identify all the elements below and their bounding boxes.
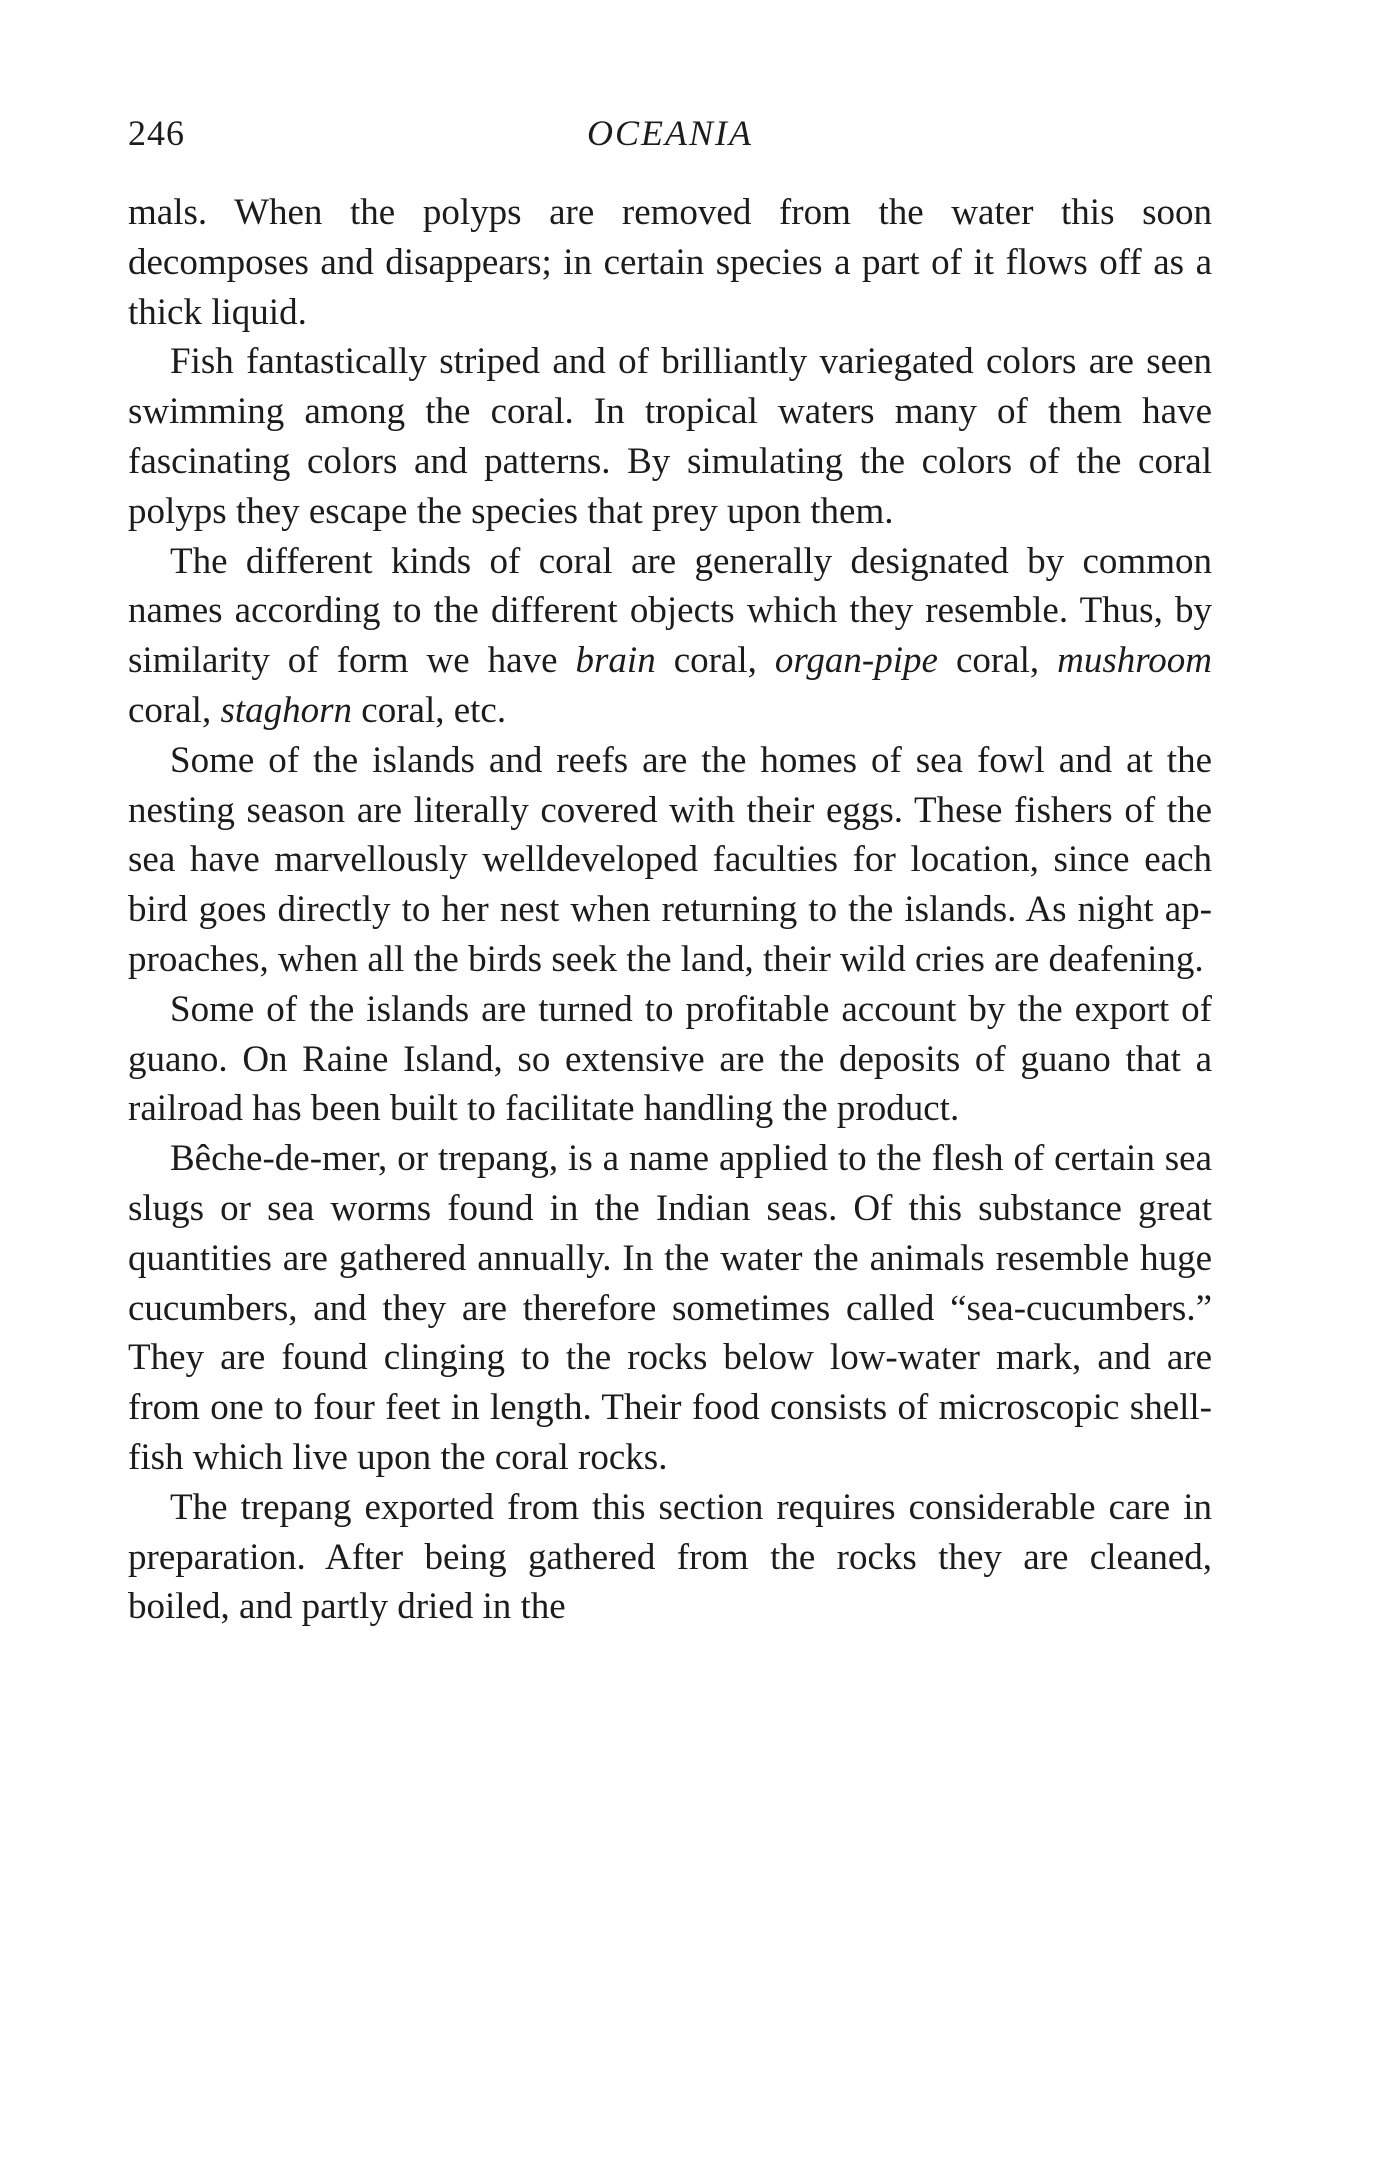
italic-term: brain [575, 640, 656, 682]
text-run: Some of the islands and reefs are the homes of sea fowl and at the nesting season are literally covered with their eggs. These fishers of the sea have marvellously welldeveloped faculties for location, since each bird goes directly to her nest when returning to the islands. As night approaches, when all the birds seek the land, their wild cries are deafening. [128, 739, 1212, 980]
text-run: coral, [128, 689, 221, 731]
paragraph [128, 537, 1212, 736]
paragraph [128, 1483, 1212, 1632]
text-run: The trepang exported from this section requires considerable care in preparation. After being gathered from the rocks they are cleaned, boiled, and partly dried in the [128, 1486, 1212, 1628]
text-run: Some of the islands are turned to profitable account by the export of guano. On Raine Island, so extensive are the deposits of guano that a railroad has been built to facilitate handling the product. [128, 988, 1212, 1130]
paragraph [128, 985, 1212, 1134]
text-run: mals. When the polyps are removed from the water this soon decomposes and disappears; in certain species a part of it flows off as a thick liquid. [128, 192, 1212, 333]
book-page [128, 112, 1212, 1632]
italic-term: mushroom [1057, 640, 1213, 682]
text-run: coral, [655, 640, 775, 682]
running-title: OCEANIA [587, 113, 753, 153]
paragraph [128, 1134, 1212, 1483]
italic-term: staghorn [220, 689, 353, 731]
paragraph [128, 188, 1212, 337]
italic-term: organ-pipe [774, 640, 938, 682]
text-run: Bêche-de-mer, or trepang, is a name applied to the flesh of certain sea slugs or sea worms found in the Indian seas. Of this substance great quantities are gathered annually. In the water the animals resemble huge cucumbers, and they are therefore sometimes called “sea-cucumbers.” They are found clinging to the rocks below low-water mark, and are from one to four feet in length. Their food consists of microscopic shell-fish which live upon the coral rocks. [128, 1138, 1212, 1478]
running-head [128, 112, 1212, 164]
page-number: 246 [128, 113, 185, 153]
paragraph [128, 337, 1212, 536]
text-run: The different kinds of coral are generally designated by common names according to the different objects which they resemble. Thus, by similarity of form we have [128, 540, 1212, 682]
text-run: coral, [937, 640, 1058, 682]
text-run: coral, etc. [352, 689, 507, 731]
text-run: Fish fantastically striped and of brilliantly variegated colors are seen swimming among the coral. In tropical waters many of them have fascinating colors and patterns. By simulating the colors of the coral polyps they escape the species that prey upon them. [128, 341, 1212, 532]
paragraph [128, 736, 1212, 985]
body-text [128, 188, 1212, 1632]
